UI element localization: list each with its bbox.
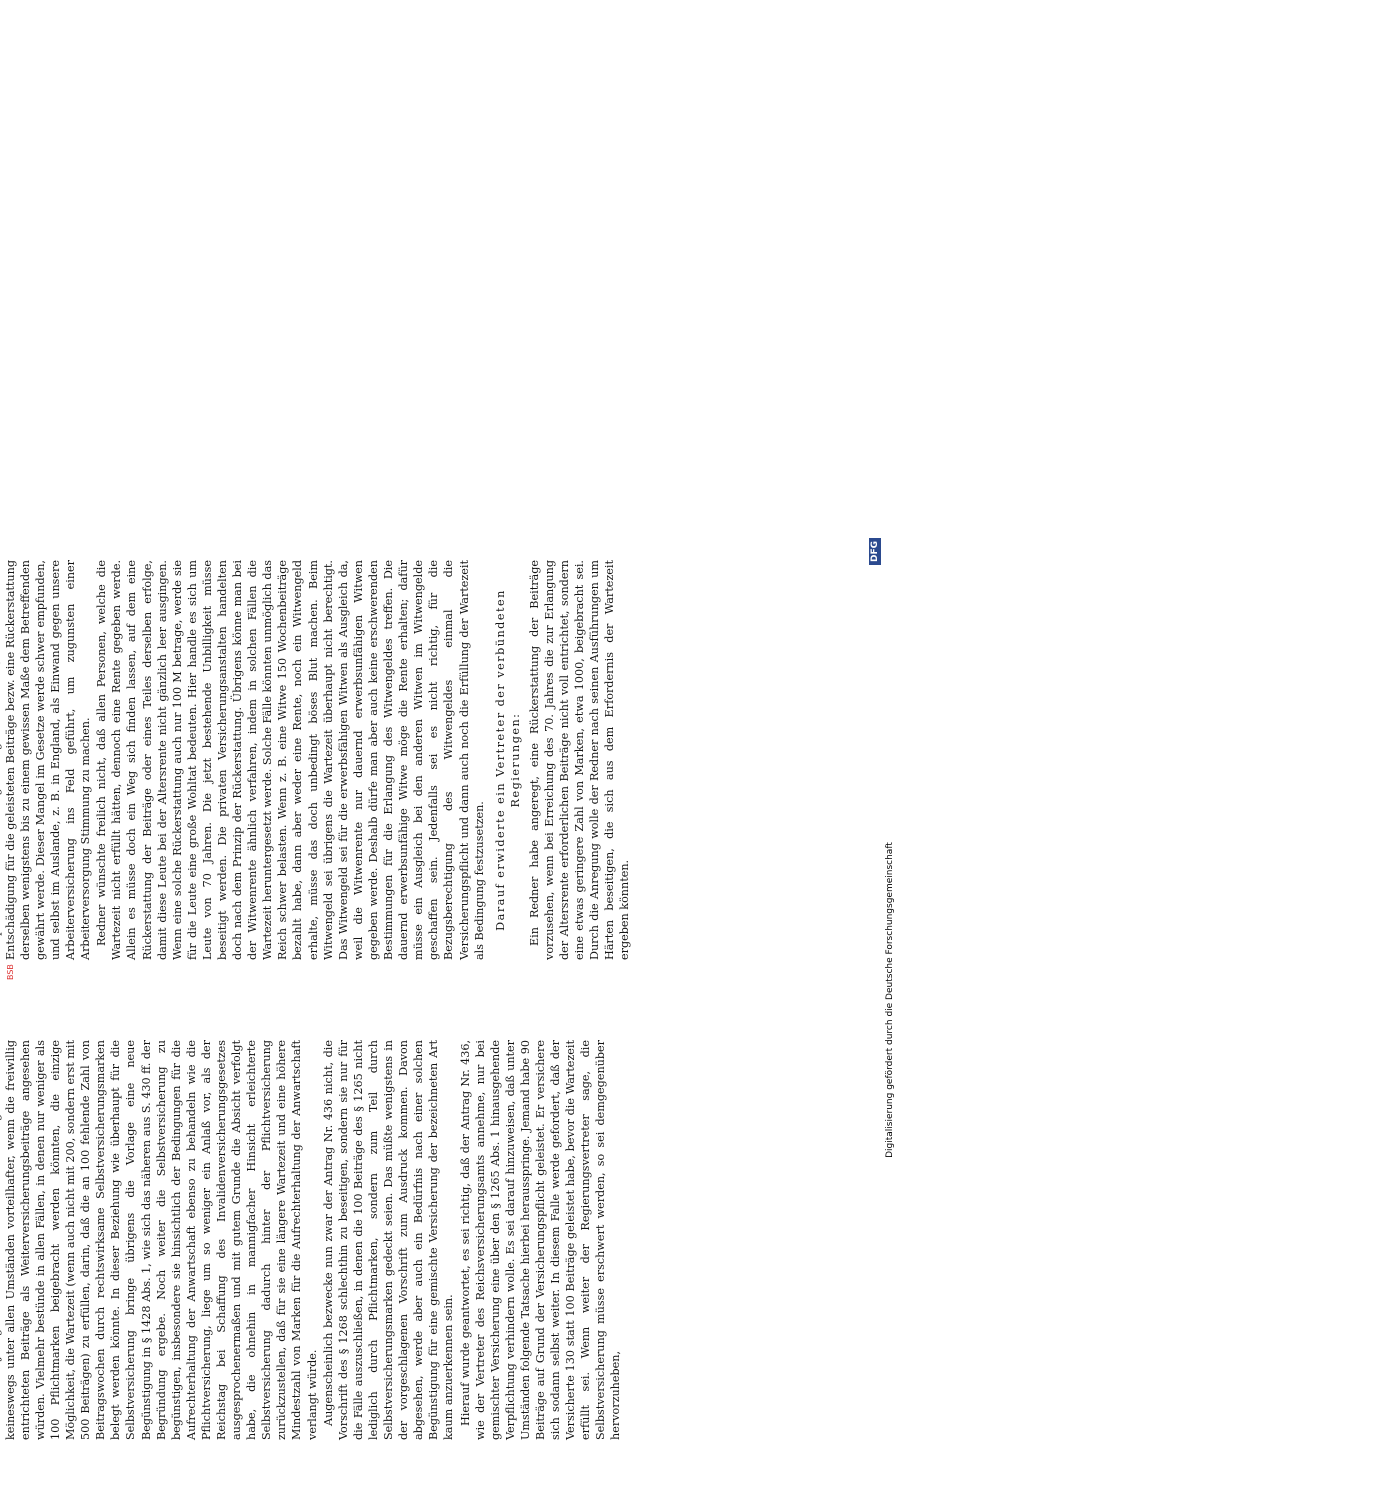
- paragraph: Entschädigung für die geleisteten Beiträge bezw. eine Rückerstattung derselben wenigstens bis zu einem gewissen Maße dem Betreffenden gewährt werde. Dieser Mangel im Gesetze werde schwer empfunden, und selbst im Auslande, z. B. in England, als Einwand gegen unsere Arbeiterversicherung ins Feld geführt, um zugunsten einer Arbeiterversorgung Stimmung zu machen.: [3, 560, 93, 960]
- paragraph: keineswegs unter allen Umständen vorteilhafter, wenn die freiwillig entrichteten Beiträge als Weiterversicherungsbeiträge angesehen würden. Vielmehr bestünde in allen Fällen, in denen nur weniger als 100 Pflichtmarken beigebracht werden könnten, die einzige Möglichkeit, die Wartezeit (wenn auch nicht mit 200, sondern erst mit 500 Beiträgen) zu erfüllen, darin, daß die an 100 fehlende Zahl von Beitragswochen durch rechtswirksame Selbstversicherungsmarken belegt werden könnte. In dieser Beziehung wie überhaupt für die Selbstversicherung bringe übrigens die Vorlage eine neue Begünstigung in § 1428 Abs. 1, wie sich das näheren aus S. 430 ff. der Begründung ergebe. Noch weiter die Selbstversicherung zu begünstigen, insbesondere sie hinsichtlich der Bedingungen für die Aufrechterhaltung der Anwartschaft ebenso zu behandeln wie die Pflichtversicherung, liege um so weniger ein Anlaß vor, als der Reichstag bei Schaffung des Invalidenversicherungsgesetzes ausgesprochenermaßen und mit gutem Grunde die Absicht verfolgt habe, die ohnehin in mannigfacher Hinsicht erleichterte Selbstversicherung dadurch hinter der Pflichtversicherung zurückzustellen, daß für sie eine längere Wartezeit und eine höhere Mindestzahl von Marken für die Aufrechterhaltung der Anwartschaft verlangt würde.: [3, 1040, 319, 1440]
- dfg-logo: DFG: [869, 538, 881, 565]
- bsb-mark: BSB: [6, 964, 15, 980]
- left-column: [0, 1040, 770, 1440]
- paragraph: Augenscheinlich bezwecke nun zwar der Antrag Nr. 436 nicht, die Vorschrift des § 1268 schlechthin zu beseitigen, sondern sie nur für die Fälle auszuschließen, in denen die 100 Beiträge des § 1265 nicht lediglich durch Pflichtmarken, sondern zum Teil durch Selbstversicherungsmarken gedeckt seien. Das müßte wenigstens in der vorgeschlagenen Vorschrift zum Ausdruck kommen. Davon abgesehen, werde aber auch ein Bedürfnis nach einer solchen Begünstigung für eine gemischte Versicherung der bezeichneten Art kaum anzuerkennen sein.: [321, 1040, 456, 1440]
- section-heading: Darauf erwiderte ein Vertreter der verbündeten Regierungen:: [493, 589, 522, 931]
- digitization-notice: Digitalisierung gefördert durch die Deutsche Forschungsgemeinschaft: [885, 842, 895, 1158]
- paragraph: Hierauf wurde geantwortet, es sei richtig, daß der Antrag Nr. 436, wie der Vertreter des Reichsversicherungsamts annehme, nur bei gemischter Versicherung eine über den § 1265 Abs. 1 hinausgehende Verpflichtung verhindern wolle. Es sei darauf hinzuweisen, daß unter Umständen folgende Tatsache hierbei herausspringe. Jemand habe 90 Beiträge auf Grund der Versicherungspflicht geleistet. Er versichere sich sodann selbst weiter. In diesem Falle werde gefordert, daß der Versicherte 130 statt 100 Beiträge geleistet habe, bevor die Wartezeit erfüllt sei. Wenn weiter der Regierungsvertreter sage, die Selbstversicherung müsse erschwert werden, so sei demgegenüber hervorzuheben,: [458, 1040, 623, 1440]
- document-page: [0, 500, 895, 1500]
- rotated-page: [0, 500, 895, 1500]
- paragraph: Ein Redner habe angeregt, eine Rückerstattung der Beiträge vorzusehen, wenn bei Erreichung des 70. Jahres die zur Erlangung der Altersrente erforderlichen Beiträge nicht voll entrichtet, sondern eine etwas geringere Zahl von Marken, etwa 1000, beigebracht sei. Durch die Anregung wolle der Redner nach seinen Ausführungen um Härten beseitigen, die sich aus dem Erfordernis der Wartezeit ergeben könnten.: [527, 560, 632, 960]
- right-column: [0, 560, 770, 960]
- paragraph: Redner wünschte freilich nicht, daß allen Personen, welche die Wartezeit nicht erfüllt hätten, dennoch eine Rente gegeben werde. Allein es müsse doch ein Weg sich finden lassen, auf dem eine Rückerstattung der Beiträge oder eines Teiles derselben erfolge, damit diese Leute bei der Altersrente nicht gänzlich leer ausgingen. Wenn eine solche Rückerstattung auch nur 100 M betrage, werde sie für die Leute eine große Wohltat bedeuten. Hier handle es sich um Leute von 70 Jahren. Die jetzt bestehende Unbilligkeit müsse beseitigt werden. Die privaten Versicherungsanstalten handelten doch nach dem Prinzip der Rückerstattung. Übrigens könne man bei der Witwenrente ähnlich verfahren, indem in solchen Fällen die Wartezeit heruntergesetzt werde. Solche Fälle könnten unmöglich das Reich schwer belasten. Wenn z. B. eine Witwe 150 Wochenbeiträge bezahlt habe, dann aber weder eine Rente, noch ein Witwengeld erhalte, müsse das doch unbedingt böses Blut machen. Beim Witwengeld sei übrigens die Wartezeit überhaupt nicht berechtigt. Das Witwengeld sei für die erwerbsfähigen Witwen als Ausgleich da, weil die Witwenrente nur dauernd erwerbsunfähigen Witwen gegeben werde. Deshalb dürfe man aber auch keine erschwerenden Bestimmungen für die Erlangung des Witwengeldes treffen. Die dauernd erwerbsunfähige Witwe möge die Rente erhalten; dafür müsse ein Ausgleich bei den anderen Witwen im Witwengelde geschaffen sein. Jedenfalls sei es nicht richtig, für die Bezugsberechtigung des Witwengeldes einmal die Versicherungspflicht und dann auch noch die Erfüllung der Wartezeit als Bedingung festzusetzen.: [95, 560, 486, 960]
